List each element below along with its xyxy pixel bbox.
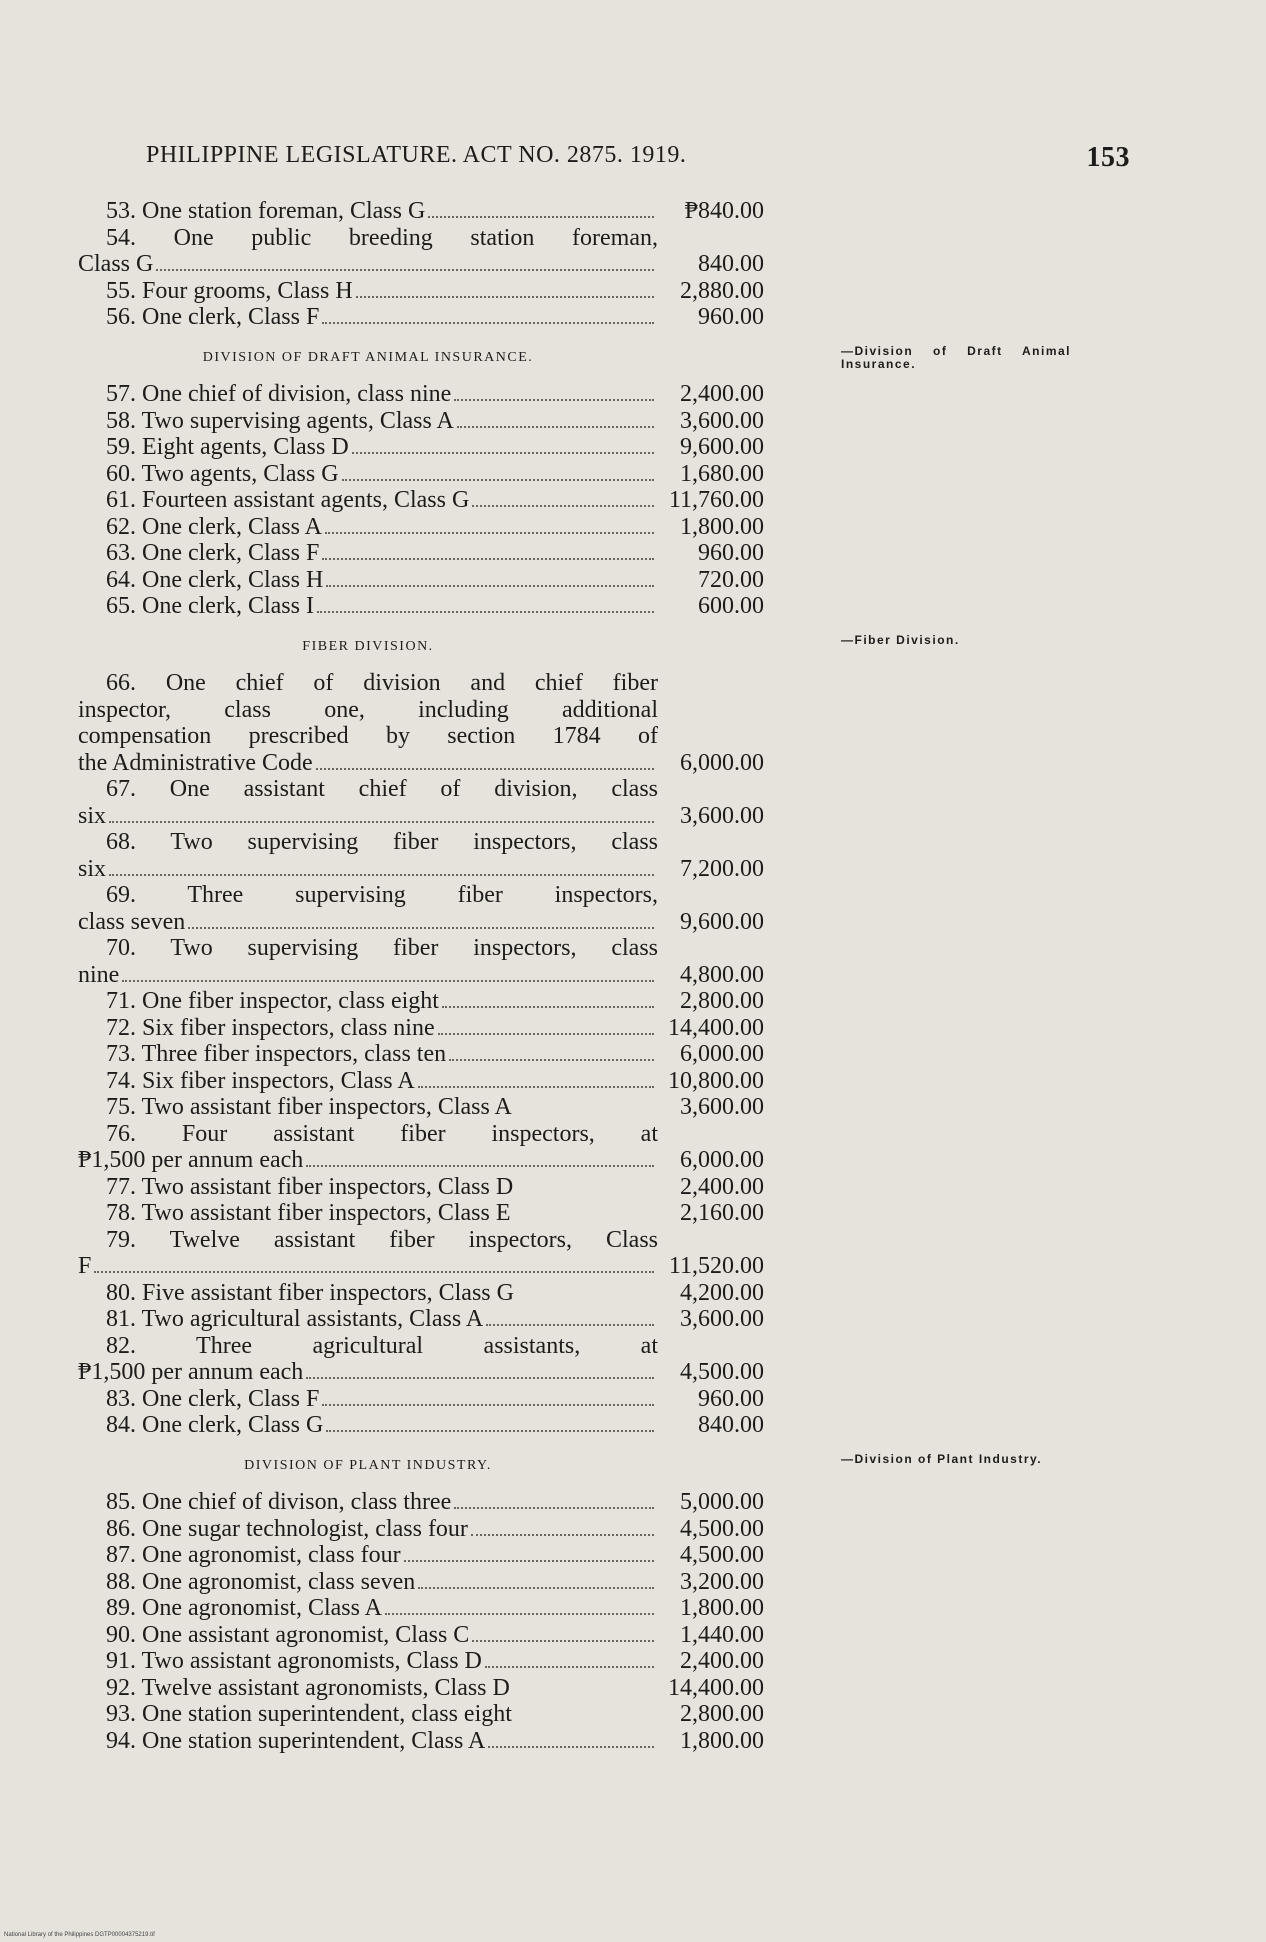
line-item-text-line: [78, 1728, 658, 1755]
line-item-text-line: [78, 278, 658, 305]
line-item-text: 74. Six fiber inspectors, Class A: [106, 1067, 415, 1094]
line-item-text-line: [78, 1516, 658, 1543]
line-item-text-line: [78, 1648, 658, 1675]
line-item-text: 84. One clerk, Class G: [106, 1412, 324, 1438]
line-item-text: 80. Five assistant fiber inspectors, Class G: [106, 1279, 514, 1306]
running-head: PHILIPPINE LEGISLATURE. ACT NO. 2875. 1919.: [146, 142, 687, 168]
line-item-text: compensation prescribed by section 1784 of: [78, 723, 658, 749]
leader-dots: [404, 1560, 654, 1562]
line-item-text-line: [78, 461, 658, 488]
line-item-text-line: [78, 593, 658, 620]
line-item-text-line: [78, 1068, 658, 1095]
leader-dots: [94, 1271, 654, 1273]
line-item-text: 63. One clerk, Class F: [106, 540, 320, 566]
line-item: [78, 1041, 858, 1068]
line-item-text: 59. Eight agents, Class D: [106, 434, 349, 460]
line-item-text-line: [78, 1094, 658, 1121]
line-item-text: Class G: [78, 251, 154, 277]
line-item-text: 79. Twelve assistant fiber inspectors, Class: [106, 1226, 658, 1253]
line-item: [78, 225, 858, 278]
line-item: [78, 1622, 858, 1649]
line-item-amount: 14,400.00: [668, 1014, 764, 1041]
line-item-amount: 11,520.00: [668, 1253, 764, 1279]
line-item-amount: 2,400.00: [680, 1173, 764, 1200]
line-item-text: 62. One clerk, Class A: [106, 513, 322, 540]
line-item: [78, 1386, 858, 1413]
line-item-text: 53. One station foreman, Class G: [106, 198, 426, 224]
line-item-text: the Administrative Code: [78, 749, 313, 776]
line-item-text: 91. Two assistant agronomists, Class D: [106, 1648, 482, 1674]
line-item-amount: 600.00: [698, 593, 764, 619]
line-item-amount: 840.00: [698, 1412, 764, 1438]
line-item-text-line: [78, 909, 658, 936]
line-item-amount: 3,200.00: [680, 1568, 764, 1595]
line-item-text-line: [78, 1253, 658, 1280]
line-item-amount: 2,880.00: [680, 277, 764, 304]
line-item-text: 56. One clerk, Class F: [106, 304, 320, 330]
line-item-text: class seven: [78, 908, 186, 935]
line-item-text: 58. Two supervising agents, Class A: [106, 407, 454, 434]
leader-dots: [352, 452, 654, 454]
line-item-amount: 7,200.00: [680, 855, 764, 882]
line-item: [78, 1489, 858, 1516]
line-item-text-line: [78, 225, 658, 252]
line-item-text-line: [78, 1675, 658, 1702]
leader-dots: [442, 1006, 654, 1008]
leader-dots: [418, 1587, 654, 1589]
line-item: [78, 1333, 858, 1386]
line-item-text-line: [78, 567, 658, 594]
line-item: [78, 567, 858, 594]
line-item-amount: 1,800.00: [680, 1727, 764, 1754]
line-item-text: 94. One station superintendent, Class A: [106, 1727, 486, 1754]
line-item-text-line: [78, 962, 658, 989]
line-item-amount: 14,400.00: [668, 1674, 764, 1701]
page-number: 153: [1086, 142, 1130, 173]
line-item-amount: 4,200.00: [680, 1279, 764, 1306]
leader-dots: [306, 1377, 654, 1379]
leader-dots: [438, 1033, 654, 1035]
line-item-text-line: [78, 670, 658, 697]
line-item-text-line: [78, 750, 658, 777]
line-item-text: 89. One agronomist, Class A: [106, 1595, 382, 1621]
line-item-text: F: [78, 1253, 92, 1279]
line-item-text-line: [78, 988, 658, 1015]
line-item-text-line: [78, 198, 658, 225]
line-item: [78, 1306, 858, 1333]
footer-credit: National Library of the Philippines DGTP00004375219.tif: [4, 1932, 155, 1938]
leader-dots: [316, 768, 654, 770]
line-item: [78, 1174, 858, 1201]
line-item-text: 87. One agronomist, class four: [106, 1542, 401, 1568]
leader-dots: [472, 505, 654, 507]
line-item-text: 70. Two supervising fiber inspectors, class: [106, 935, 658, 961]
line-item: [78, 593, 858, 620]
line-item-text-line: [78, 1595, 658, 1622]
line-item-text: 88. One agronomist, class seven: [106, 1568, 416, 1595]
line-item: [78, 776, 858, 829]
line-item-amount: 1,680.00: [680, 460, 764, 487]
section-heading: [78, 1439, 1043, 1490]
line-item: [78, 1200, 858, 1227]
line-item: [78, 1280, 858, 1307]
leader-dots: [306, 1165, 654, 1167]
line-item: [78, 829, 858, 882]
line-item-amount: 6,000.00: [680, 749, 764, 776]
line-item-text-line: [78, 1121, 658, 1148]
leader-dots: [485, 1666, 654, 1668]
line-item-text: 60. Two agents, Class G: [106, 460, 339, 487]
leader-dots: [326, 1430, 654, 1432]
leader-dots: [488, 1746, 654, 1748]
line-item: [78, 1701, 858, 1728]
line-item-text: inspector, class one, including additional: [78, 696, 658, 723]
line-item-amount: 2,800.00: [680, 988, 764, 1014]
line-item: [78, 434, 858, 461]
line-item-amount: 720.00: [698, 566, 764, 593]
line-item-text-line: [78, 1227, 658, 1254]
line-item: [78, 1227, 858, 1280]
line-item: [78, 935, 858, 988]
line-item-text: 72. Six fiber inspectors, class nine: [106, 1014, 435, 1041]
line-item: [78, 381, 858, 408]
leader-dots: [322, 558, 654, 560]
leader-dots: [454, 1507, 654, 1509]
line-item-text-line: [78, 304, 658, 331]
line-item-text-line: [78, 1412, 658, 1439]
line-item: [78, 540, 858, 567]
line-item-text-line: [78, 1622, 658, 1649]
line-item: [78, 514, 858, 541]
line-item-text: 83. One clerk, Class F: [106, 1385, 320, 1412]
line-item-amount: 1,800.00: [680, 513, 764, 540]
leader-dots: [317, 611, 654, 613]
line-item-text: six: [78, 802, 107, 829]
line-item-text: 65. One clerk, Class I: [106, 593, 314, 619]
line-item-text: 71. One fiber inspector, class eight: [106, 988, 439, 1014]
line-item-amount: 3,600.00: [680, 1306, 764, 1332]
line-item-text: ₱1,500 per annum each: [78, 1359, 304, 1385]
line-item-text-line: [78, 1542, 658, 1569]
line-item-text-line: [78, 251, 658, 278]
line-item-amount: 1,800.00: [680, 1595, 764, 1621]
line-item-text-line: [78, 1386, 658, 1413]
line-item-amount: 2,400.00: [680, 381, 764, 407]
line-item-text-line: [78, 1147, 658, 1174]
line-item-text: ₱1,500 per annum each: [78, 1147, 304, 1173]
margin-note: —Division of Plant Industry.: [841, 1451, 1043, 1466]
line-item-text-line: [78, 381, 658, 408]
line-item-text-line: [78, 1569, 658, 1596]
line-item-text-line: [78, 1041, 658, 1068]
line-item-text: 69. Three supervising fiber inspectors,: [106, 882, 658, 908]
section-heading-text: FIBER DIVISION.: [302, 638, 434, 654]
line-item-amount: 960.00: [698, 304, 764, 330]
line-item-amount: 3,600.00: [680, 407, 764, 434]
line-item: [78, 670, 858, 776]
line-item-text-line: [78, 1015, 658, 1042]
line-item-text: 55. Four grooms, Class H: [106, 277, 353, 304]
line-item-text-line: [78, 829, 658, 856]
leader-dots: [486, 1324, 654, 1326]
line-item-text: 61. Fourteen assistant agents, Class G: [106, 487, 470, 513]
line-item: [78, 278, 858, 305]
line-item: [78, 304, 858, 331]
line-item-text: 64. One clerk, Class H: [106, 566, 324, 593]
line-item-text-line: [78, 723, 658, 750]
line-item: [78, 1728, 858, 1755]
leader-dots: [188, 927, 654, 929]
line-item-text-line: [78, 882, 658, 909]
leader-dots: [385, 1613, 654, 1615]
line-item-text-line: [78, 1701, 658, 1728]
line-item-text-line: [78, 1359, 658, 1386]
leader-dots: [472, 1640, 654, 1642]
line-item-amount: ₱840.00: [684, 198, 764, 224]
line-item-amount: 11,760.00: [668, 487, 764, 513]
line-item-text: 68. Two supervising fiber inspectors, class: [106, 829, 658, 855]
line-item-text: 78. Two assistant fiber inspectors, Class E: [106, 1200, 511, 1226]
line-item-amount: 10,800.00: [668, 1067, 764, 1094]
leader-dots: [156, 269, 654, 271]
line-item: [78, 1675, 858, 1702]
line-item-text-line: [78, 935, 658, 962]
line-item-text-line: [78, 434, 658, 461]
line-item-amount: 4,500.00: [680, 1515, 764, 1542]
line-item: [78, 1412, 858, 1439]
leader-dots: [471, 1534, 654, 1536]
line-item-amount: 840.00: [698, 251, 764, 277]
line-item: [78, 1516, 858, 1543]
line-item-amount: 4,800.00: [680, 961, 764, 988]
line-item-text-line: [78, 697, 658, 724]
line-item-text: 90. One assistant agronomist, Class C: [106, 1621, 470, 1648]
line-item-text: 76. Four assistant fiber inspectors, at: [106, 1120, 658, 1147]
section-heading-text: DIVISION OF DRAFT ANIMAL INSURANCE.: [202, 349, 534, 365]
line-item-text: 92. Twelve assistant agronomists, Class D: [106, 1674, 510, 1701]
line-item: [78, 1569, 858, 1596]
line-item-text: 75. Two assistant fiber inspectors, Class A: [106, 1094, 512, 1120]
section-heading: [78, 331, 1071, 382]
line-item-text-line: [78, 514, 658, 541]
margin-note: —Fiber Division.: [841, 632, 960, 647]
line-item-text-line: [78, 803, 658, 830]
leader-dots: [325, 532, 654, 534]
line-item-text: 54. One public breeding station foreman,: [106, 224, 658, 251]
line-item-text-line: [78, 1280, 658, 1307]
line-item-text: six: [78, 855, 107, 882]
line-item: [78, 461, 858, 488]
line-item-text: 85. One chief of divison, class three: [106, 1489, 452, 1515]
line-item: [78, 1094, 858, 1121]
line-item-text-line: [78, 1489, 658, 1516]
section-heading-text: DIVISION OF PLANT INDUSTRY.: [244, 1457, 492, 1473]
leader-dots: [322, 322, 654, 324]
line-item-text-line: [78, 1200, 658, 1227]
leader-dots: [109, 874, 654, 876]
line-item: [78, 408, 858, 435]
line-item-text: 57. One chief of division, class nine: [106, 381, 452, 407]
line-item-amount: 9,600.00: [680, 908, 764, 935]
line-item-text: 81. Two agricultural assistants, Class A: [106, 1306, 484, 1332]
line-item-amount: 2,800.00: [680, 1701, 764, 1727]
line-item: [78, 198, 858, 225]
line-item: [78, 1542, 858, 1569]
line-item-amount: 960.00: [698, 540, 764, 566]
appropriation-list: [78, 198, 1071, 1754]
line-item-text-line: [78, 487, 658, 514]
line-item-amount: 6,000.00: [680, 1041, 764, 1067]
line-item: [78, 1068, 858, 1095]
line-item-amount: 1,440.00: [680, 1621, 764, 1648]
line-item: [78, 1121, 858, 1174]
leader-dots: [109, 821, 654, 823]
line-item-text-line: [78, 1174, 658, 1201]
leader-dots: [449, 1059, 654, 1061]
leader-dots: [428, 216, 654, 218]
line-item: [78, 1015, 858, 1042]
line-item-amount: 5,000.00: [680, 1489, 764, 1515]
line-item-amount: 4,500.00: [680, 1542, 764, 1568]
line-item-text-line: [78, 1306, 658, 1333]
section-heading: [78, 620, 960, 671]
line-item-text: 77. Two assistant fiber inspectors, Class D: [106, 1173, 514, 1200]
line-item-amount: 960.00: [698, 1385, 764, 1412]
line-item-text-line: [78, 540, 658, 567]
line-item-text: 93. One station superintendent, class eight: [106, 1701, 512, 1727]
line-item-amount: 4,500.00: [680, 1359, 764, 1385]
line-item: [78, 882, 858, 935]
line-item: [78, 988, 858, 1015]
line-item-text-line: [78, 408, 658, 435]
line-item: [78, 487, 858, 514]
line-item-amount: 9,600.00: [680, 434, 764, 460]
line-item-amount: 2,160.00: [680, 1200, 764, 1226]
line-item-text: 67. One assistant chief of division, class: [106, 776, 658, 802]
line-item: [78, 1595, 858, 1622]
line-item-amount: 2,400.00: [680, 1648, 764, 1674]
line-item: [78, 1648, 858, 1675]
line-item-text: 73. Three fiber inspectors, class ten: [106, 1041, 447, 1067]
line-item-text-line: [78, 1333, 658, 1360]
leader-dots: [122, 980, 654, 982]
line-item-amount: 3,600.00: [680, 1094, 764, 1120]
line-item-text-line: [78, 856, 658, 883]
leader-dots: [418, 1086, 654, 1088]
leader-dots: [356, 296, 654, 298]
line-item-amount: 6,000.00: [680, 1147, 764, 1173]
line-item-text-line: [78, 776, 658, 803]
leader-dots: [326, 585, 654, 587]
leader-dots: [322, 1404, 654, 1406]
line-item-amount: 3,600.00: [680, 802, 764, 829]
line-item-text: nine: [78, 961, 120, 988]
leader-dots: [454, 399, 654, 401]
margin-note: —Division of Draft Animal Insurance.: [841, 343, 1071, 371]
leader-dots: [457, 426, 654, 428]
line-item-text: 86. One sugar technologist, class four: [106, 1515, 468, 1542]
line-item-text: 82. Three agricultural assistants, at: [106, 1332, 658, 1359]
line-item-text: 66. One chief of division and chief fiber: [106, 670, 658, 696]
leader-dots: [342, 479, 654, 481]
